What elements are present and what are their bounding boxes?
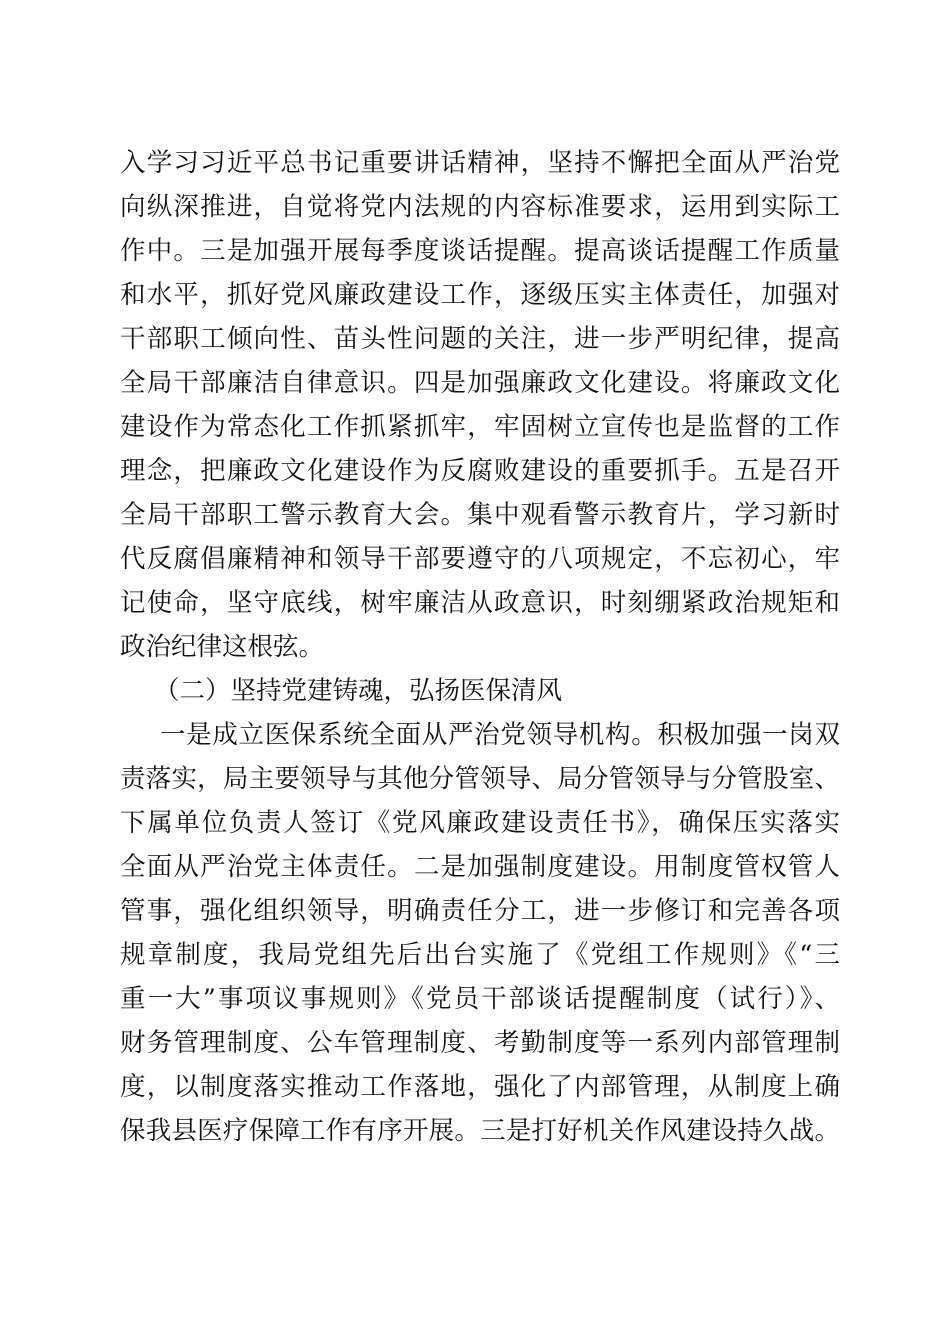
body-text-line: 管事，强化组织领导，明确责任分工，进一步修订和完善各项 — [120, 896, 840, 926]
body-text-line: 全局干部职工警示教育大会。集中观看警示教育片，学习新时 — [120, 500, 840, 530]
body-text-line: 代反腐倡廉精神和领导干部要遵守的八项规定，不忘初心，牢 — [120, 544, 840, 574]
body-text-line: 保我县医疗保障工作有序开展。三是打好机关作风建设持久战。 — [120, 1116, 840, 1146]
body-text-line: 一是成立医保系统全面从严治党领导机构。积极加强一岗双 — [160, 720, 840, 750]
body-text-line: 和水平，抓好党风廉政建设工作，逐级压实主体责任，加强对 — [120, 280, 840, 310]
body-text-line: 建设作为常态化工作抓紧抓牢，牢固树立宣传也是监督的工作 — [120, 412, 840, 442]
body-text-line: 干部职工倾向性、苗头性问题的关注，进一步严明纪律，提高 — [120, 324, 840, 354]
body-text-line: 理念，把廉政文化建设作为反腐败建设的重要抓手。五是召开 — [120, 456, 840, 486]
body-text-line: 入学习习近平总书记重要讲话精神，坚持不懈把全面从严治党 — [120, 148, 840, 178]
body-text-line: 度，以制度落实推动工作落地，强化了内部管理，从制度上确 — [120, 1072, 840, 1102]
body-text-line: 作中。三是加强开展每季度谈话提醒。提高谈话提醒工作质量 — [120, 236, 840, 266]
body-text-line: 政治纪律这根弦。 — [120, 632, 325, 662]
body-text-line: 责落实，局主要领导与其他分管领导、局分管领导与分管股室、 — [120, 764, 840, 794]
body-text-line: 记使命，坚守底线，树牢廉洁从政意识，时刻绷紧政治规矩和 — [120, 588, 840, 618]
section-heading: （二）坚持党建铸魂，弘扬医保清风 — [154, 676, 563, 706]
body-text-line: 全面从严治党主体责任。二是加强制度建设。用制度管权管人 — [120, 852, 840, 882]
body-text-line: 财务管理制度、公车管理制度、考勤制度等一系列内部管理制 — [120, 1028, 840, 1058]
body-text-line: 向纵深推进，自觉将党内法规的内容标准要求，运用到实际工 — [120, 192, 840, 222]
body-text-line: 下属单位负责人签订《党风廉政建设责任书》，确保压实落实 — [120, 808, 840, 838]
body-text-line: 重一大”事项议事规则》《党员干部谈话提醒制度（试行）》、 — [120, 984, 840, 1014]
body-text-line: 全局干部廉洁自律意识。四是加强廉政文化建设。将廉政文化 — [120, 368, 840, 398]
body-text-line: 规章制度，我局党组先后出台实施了《党组工作规则》《“三 — [120, 940, 840, 970]
